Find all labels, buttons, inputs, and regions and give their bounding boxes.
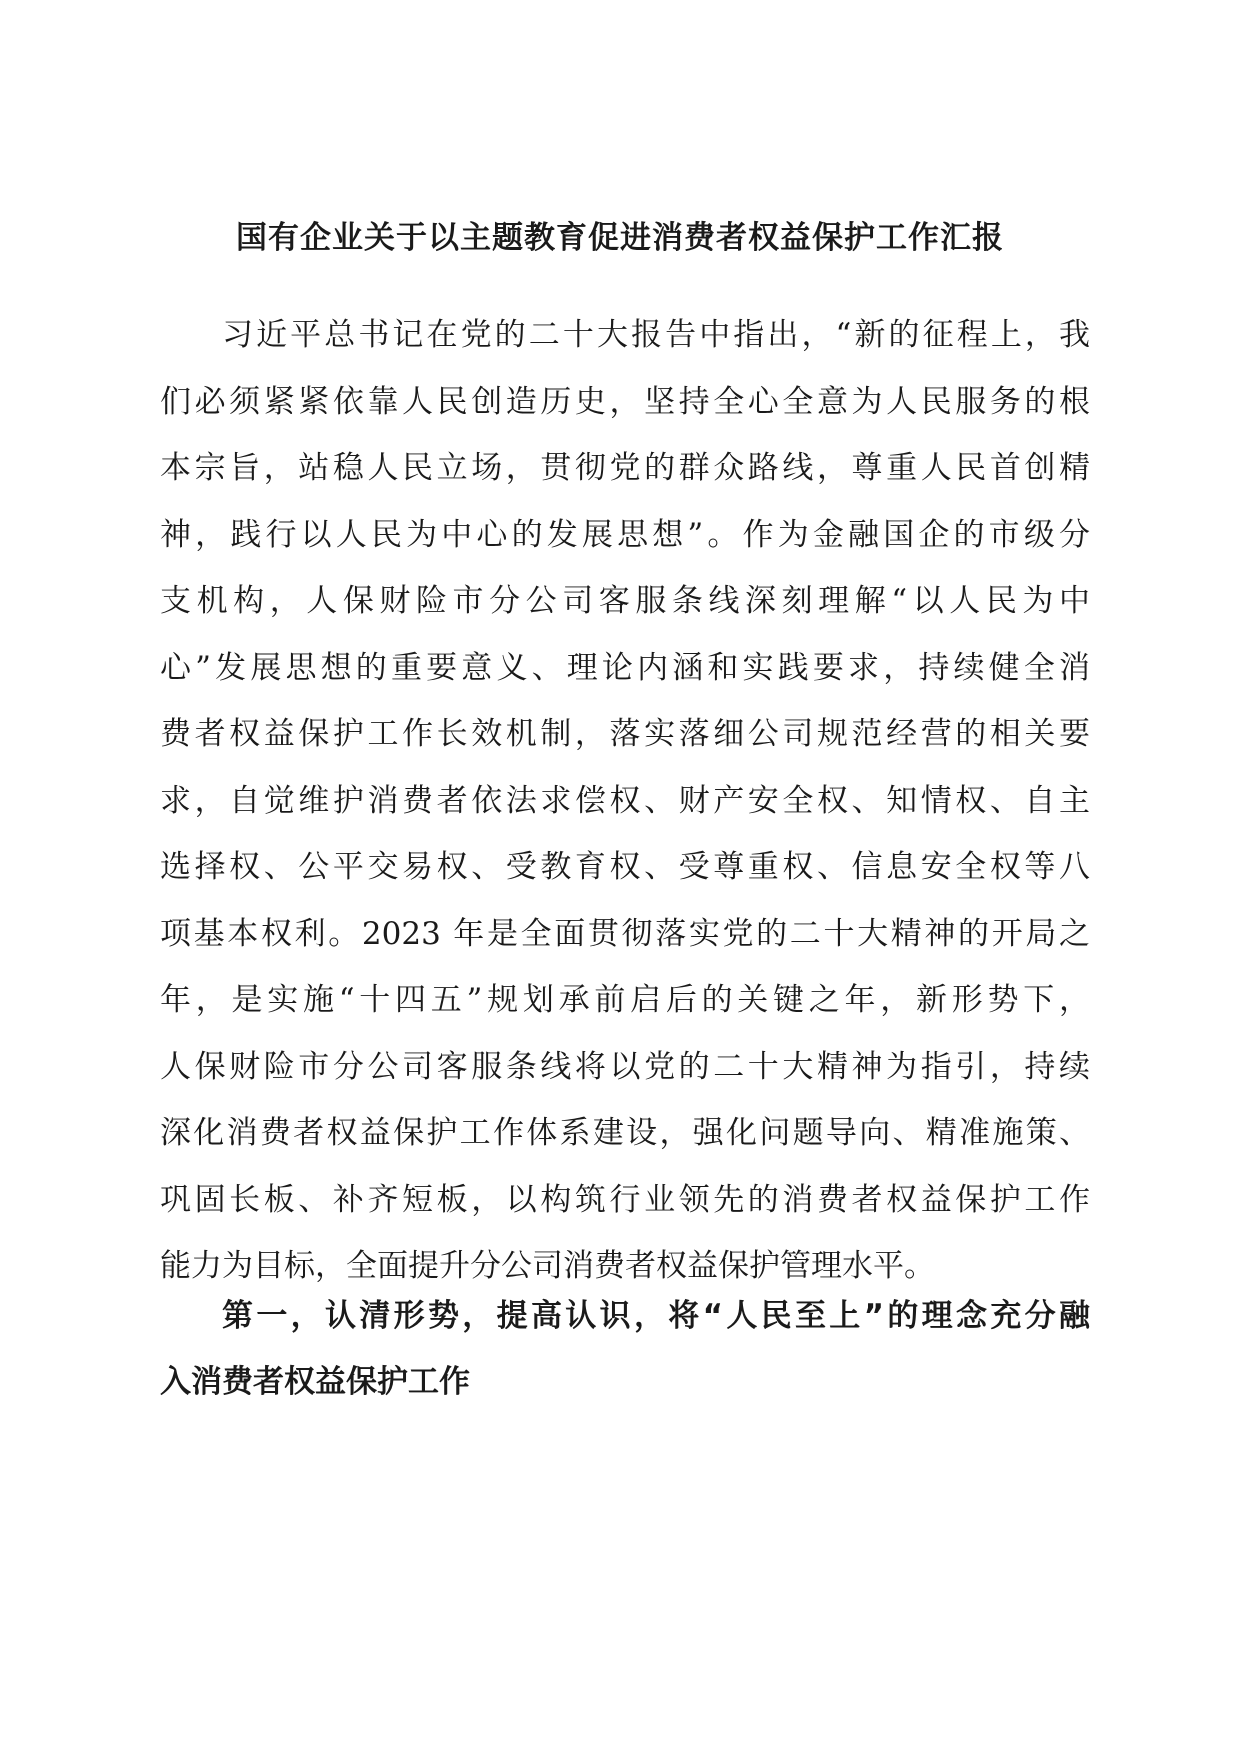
paragraph-line: 巩固长板、补齐短板，以构筑行业领先的消费者权益保护工作 <box>160 1181 1090 1218</box>
paragraph-line: 习近平总书记在党的二十大报告中指出，“新的征程上，我 <box>222 317 1090 353</box>
paragraph-line: 求，自觉维护消费者依法求偿权、财产安全权、知情权、自主 <box>160 782 1090 819</box>
paragraph-line: 选择权、公平交易权、受教育权、受尊重权、信息安全权等八 <box>160 849 1090 885</box>
section-heading-line: 入消费者权益保护工作 <box>160 1364 470 1400</box>
intro-paragraph <box>160 302 1090 1300</box>
paragraph-line: 能力为目标，全面提升分公司消费者权益保护管理水平。 <box>160 1248 935 1284</box>
section-heading <box>160 1283 1090 1415</box>
paragraph-line: 神，践行以人民为中心的发展思想”。作为金融国企的市级分 <box>160 516 1090 553</box>
paragraph-line: 深化消费者权益保护工作体系建设，强化问题导向、精准施策、 <box>160 1115 1090 1151</box>
paragraph-line: 支机构，人保财险市分公司客服条线深刻理解“以人民为中 <box>160 583 1090 619</box>
paragraph-line: 们必须紧紧依靠人民创造历史，坚持全心全意为人民服务的根 <box>160 383 1090 420</box>
paragraph-line: 项基本权利。2023 年是全面贯彻落实党的二十大精神的开局之 <box>160 915 1090 952</box>
section-heading-line: 第一，认清形势，提高认识，将“人民至上”的理念充分融 <box>222 1298 1090 1334</box>
paragraph-line: 人保财险市分公司客服条线将以党的二十大精神为指引，持续 <box>160 1048 1090 1085</box>
paragraph-line: 费者权益保护工作长效机制，落实落细公司规范经营的相关要 <box>160 716 1090 752</box>
paragraph-line: 心”发展思想的重要意义、理论内涵和实践要求，持续健全消 <box>160 649 1090 686</box>
document-title: 国有企业关于以主题教育促进消费者权益保护工作汇报 <box>236 220 1004 256</box>
paragraph-line: 年，是实施“十四五”规划承前启后的关键之年，新形势下， <box>160 982 1090 1018</box>
paragraph-line: 本宗旨，站稳人民立场，贯彻党的群众路线，尊重人民首创精 <box>160 450 1090 486</box>
